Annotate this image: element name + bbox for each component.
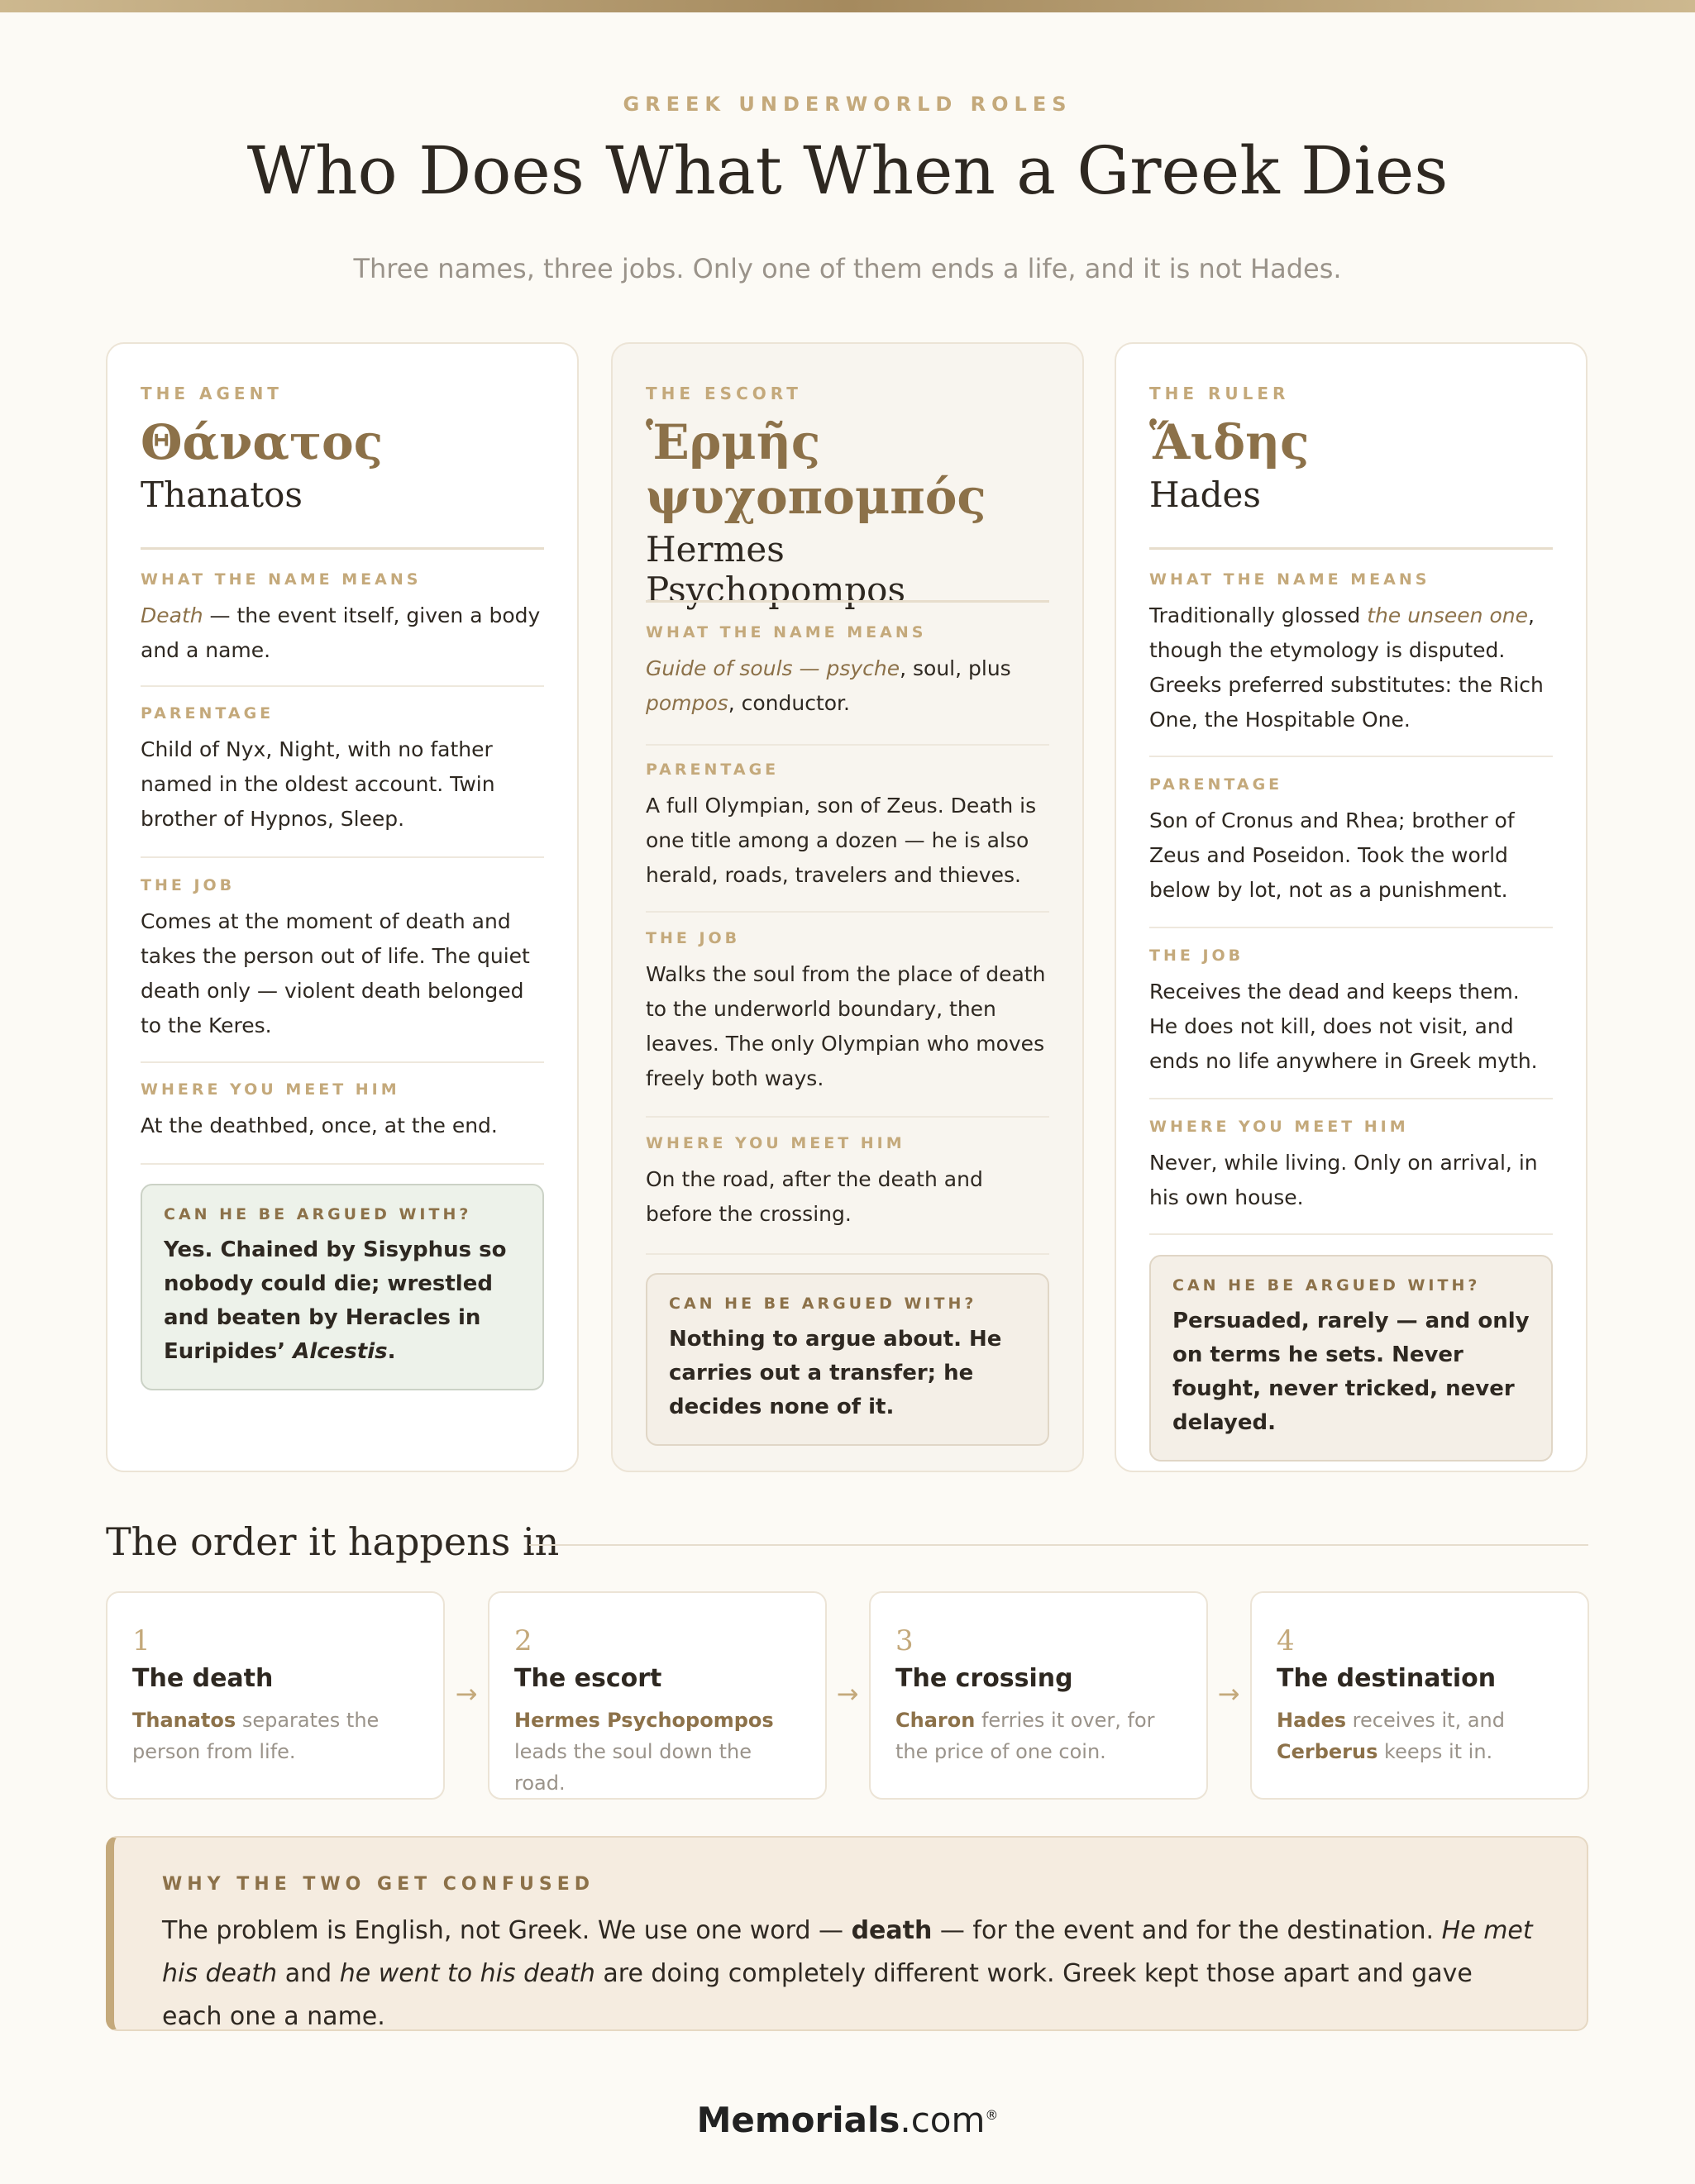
callout-argued-with [141, 1184, 544, 1390]
section-divider [646, 744, 1049, 746]
section-divider [141, 1163, 544, 1165]
section-job [646, 929, 1049, 1096]
section-divider [646, 1253, 1049, 1255]
card-thanatos [106, 342, 579, 1472]
step-number: 4 [1277, 1624, 1295, 1657]
section-text: Walks the soul from the place of death to the underworld boundary, then leaves. The only Olympian who moves freely both ways. [646, 962, 1046, 1090]
step-card [869, 1591, 1208, 1800]
confused-callout [106, 1836, 1588, 2031]
callout-label: CAN HE BE ARGUED WITH? [164, 1205, 472, 1223]
step-card [1250, 1591, 1589, 1800]
section-divider [1149, 756, 1553, 757]
section-label: THE JOB [646, 929, 741, 947]
step-number: 1 [132, 1624, 150, 1657]
arrow-right-icon: → [1217, 1678, 1240, 1710]
section-label: THE JOB [141, 876, 236, 894]
step-description: Hades receives it, and Cerberus keeps it in. [1277, 1709, 1505, 1763]
callout-argued-with [1149, 1255, 1553, 1462]
section-parentage [646, 761, 1049, 893]
card-greek-name: Θάνατος [141, 414, 384, 470]
page-subtitle: Three names, three jobs. Only one of them ends a life, and it is not Hades. [353, 253, 1342, 284]
step-title: The destination [1277, 1664, 1497, 1693]
section-divider [646, 911, 1049, 913]
section-label: THE JOB [1149, 947, 1244, 965]
section-label: PARENTAGE [141, 704, 275, 722]
card-english-name: Hermes Psychopompos [646, 529, 905, 610]
section-meaning [141, 570, 544, 668]
card-english-name: Thanatos [141, 474, 303, 515]
step-title: The crossing [895, 1664, 1073, 1693]
section-divider [141, 856, 544, 858]
order-title-rule [529, 1544, 1588, 1546]
section-divider [646, 1116, 1049, 1118]
step-card [106, 1591, 445, 1800]
callout-text: Nothing to argue about. He carries out a transfer; he decides none of it. [669, 1327, 1002, 1419]
callout-text: Persuaded, rarely — and only on terms he sets. Never fought, never tricked, never delayed. [1172, 1309, 1530, 1435]
step-description: Charon ferries it over, for the price of one coin. [895, 1709, 1155, 1763]
section-meet [1149, 1118, 1553, 1215]
section-text: Son of Cronus and Rhea; brother of Zeus and Poseidon. Took the world below by lot, not as a punishment. [1149, 808, 1515, 902]
section-divider [1149, 1233, 1553, 1235]
section-meaning [646, 623, 1049, 721]
card-english-name: Hades [1149, 474, 1261, 515]
section-parentage [1149, 775, 1553, 908]
section-meet [141, 1080, 544, 1143]
card-divider [141, 547, 544, 550]
section-text: Death — the event itself, given a body and a name. [141, 603, 541, 662]
step-title: The death [132, 1664, 274, 1693]
section-label: WHERE YOU MEET HIM [646, 1134, 905, 1152]
section-text: Guide of souls — psyche, soul, plus pompos, conductor. [646, 656, 1011, 715]
section-text: Never, while living. Only on arrival, in his own house. [1149, 1151, 1538, 1209]
section-divider [141, 1061, 544, 1063]
top-accent-bar [0, 0, 1695, 12]
card-role: THE RULER [1149, 384, 1290, 403]
section-text: At the deathbed, once, at the end. [141, 1113, 498, 1137]
step-title: The escort [514, 1664, 662, 1693]
section-label: WHAT THE NAME MEANS [646, 623, 927, 641]
card-hades [1115, 342, 1588, 1472]
section-label: WHAT THE NAME MEANS [1149, 570, 1430, 589]
card-divider [646, 600, 1049, 603]
card-hermes [611, 342, 1084, 1472]
step-number: 3 [895, 1624, 914, 1657]
section-meet [646, 1134, 1049, 1232]
callout-label: CAN HE BE ARGUED WITH? [669, 1295, 977, 1313]
section-label: PARENTAGE [1149, 775, 1283, 794]
section-job [141, 876, 544, 1043]
section-label: PARENTAGE [646, 761, 780, 779]
step-number: 2 [514, 1624, 532, 1657]
arrow-right-icon: → [836, 1678, 859, 1710]
card-role: THE ESCORT [646, 384, 802, 403]
callout-argued-with [646, 1273, 1049, 1446]
confused-text: The problem is English, not Greek. We use one word — death — for the event and for the destination. He met his death and he went to his death are doing completely different work. Greek kept those apart and gave each one a name. [162, 1916, 1533, 2031]
step-description: Thanatos separates the person from life. [132, 1709, 380, 1763]
arrow-right-icon: → [455, 1678, 478, 1710]
eyebrow: GREEK UNDERWORLD ROLES [623, 93, 1072, 116]
section-divider [1149, 927, 1553, 928]
section-label: WHERE YOU MEET HIM [1149, 1118, 1409, 1136]
card-role: THE AGENT [141, 384, 283, 403]
card-greek-name: Ἑρμῆς ψυχοπομπός [646, 414, 986, 525]
section-meaning [1149, 570, 1553, 737]
step-description: Hermes Psychopompos leads the soul down the road. [514, 1709, 774, 1795]
callout-text: Yes. Chained by Sisyphus so nobody could die; wrestled and beaten by Heracles in Euripides’ Alcestis. [164, 1237, 507, 1364]
section-divider [141, 685, 544, 687]
confused-label: WHY THE TWO GET CONFUSED [162, 1874, 595, 1895]
order-title: The order it happens in [106, 1519, 560, 1564]
card-divider [1149, 547, 1553, 550]
section-label: WHERE YOU MEET HIM [141, 1080, 400, 1099]
section-text: Receives the dead and keeps them. He does not kill, does not visit, and ends no life anywhere in Greek myth. [1149, 980, 1538, 1073]
card-greek-name: Ἅιδης [1149, 414, 1310, 470]
brand-logo: Memorials.com® [696, 2100, 999, 2140]
section-text: A full Olympian, son of Zeus. Death is one title among a dozen — he is also herald, roads, travelers and thieves. [646, 794, 1037, 887]
page-title: Who Does What When a Greek Dies [246, 132, 1449, 209]
step-card [488, 1591, 827, 1800]
section-label: WHAT THE NAME MEANS [141, 570, 422, 589]
section-text: Comes at the moment of death and takes the person out of life. The quiet death only — violent death belonged to the Keres. [141, 909, 530, 1037]
callout-label: CAN HE BE ARGUED WITH? [1172, 1276, 1481, 1295]
section-text: On the road, after the death and before the crossing. [646, 1167, 983, 1226]
section-text: Traditionally glossed the unseen one, though the etymology is disputed. Greeks preferred substitutes: the Rich One, the Hospitable One. [1149, 603, 1544, 732]
section-parentage [141, 704, 544, 837]
section-divider [1149, 1098, 1553, 1099]
section-text: Child of Nyx, Night, with no father named in the oldest account. Twin brother of Hypnos, Sleep. [141, 737, 495, 831]
section-job [1149, 947, 1553, 1079]
